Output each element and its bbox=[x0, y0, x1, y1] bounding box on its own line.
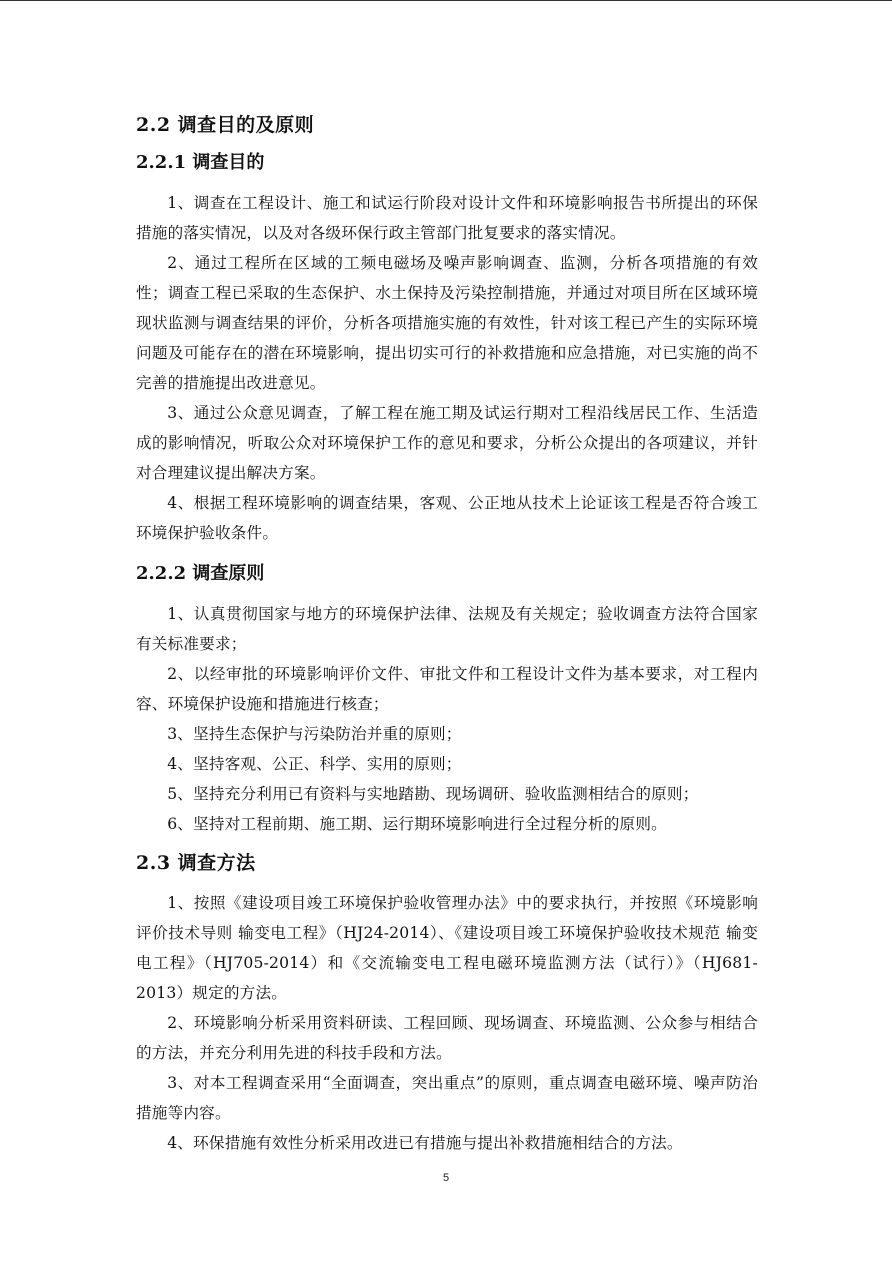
paragraph: 2、环境影响分析采用资料研读、工程回顾、现场调查、环境监测、公众参与相结合的方法，并充分利用先进的科技手段和方法。 bbox=[136, 1014, 758, 1062]
paragraph: 1、调查在工程设计、施工和试运行阶段对设计文件和环境影响报告书所提出的环保措施的落实情况，以及对各级环保行政主管部门批复要求的落实情况。 bbox=[136, 194, 758, 242]
section-2-2-2-body bbox=[136, 599, 758, 839]
section-2-2-1-body bbox=[136, 188, 758, 548]
section-2-3-body bbox=[136, 888, 758, 1158]
paragraph: 4、环保措施有效性分析采用改进已有措施与提出补救措施相结合的方法。 bbox=[167, 1134, 683, 1152]
section-heading-2-2-1: 2.2.1 调查目的 bbox=[136, 152, 265, 173]
paragraph: 1、按照《建设项目竣工环境保护验收管理办法》中的要求执行，并按照《环境影响评价技术导则 输变电工程》（HJ24-2014）、《建设项目竣工环境保护验收技术规范 输变电工程》（HJ705-2014）和《交流输变电工程电磁环境监测方法（试行）》（HJ681-2013）规定的方法。 bbox=[136, 894, 758, 1002]
paragraph: 4、根据工程环境影响的调查结果，客观、公正地从技术上论证该工程是否符合竣工环境保护验收条件。 bbox=[136, 494, 758, 542]
top-border-line bbox=[0, 0, 892, 1]
paragraph: 2、通过工程所在区域的工频电磁场及噪声影响调查、监测，分析各项措施的有效性；调查工程已采取的生态保护、水土保持及污染控制措施，并通过对项目所在区域环境现状监测与调查结果的评价，分析各项措施实施的有效性，针对该工程已产生的实际环境问题及可能存在的潜在环境影响，提出切实可行的补救措施和应急措施，对已实施的尚不完善的措施提出改进意见。 bbox=[136, 254, 758, 392]
document-body bbox=[136, 110, 758, 1158]
section-heading-2-2: 2.2 调查目的及原则 bbox=[136, 114, 315, 136]
paragraph: 4、坚持客观、公正、科学、实用的原则； bbox=[167, 755, 462, 773]
paragraph: 3、通过公众意见调查，了解工程在施工期及试运行期对工程沿线居民工作、生活造成的影响情况，听取公众对环境保护工作的意见和要求，分析公众提出的各项建议，并针对合理建议提出解决方案。 bbox=[136, 404, 758, 482]
paragraph: 5、坚持充分利用已有资料与实地踏勘、现场调研、验收监测相结合的原则； bbox=[167, 785, 699, 803]
paragraph: 3、对本工程调查采用“全面调查，突出重点”的原则，重点调查电磁环境、噪声防治措施等内容。 bbox=[136, 1074, 758, 1122]
section-heading-2-3: 2.3 调查方法 bbox=[136, 852, 256, 874]
section-heading-2-2-2: 2.2.2 调查原则 bbox=[136, 563, 265, 584]
paragraph: 2、以经审批的环境影响评价文件、审批文件和工程设计文件为基本要求，对工程内容、环境保护设施和措施进行核查； bbox=[136, 665, 758, 713]
paragraph: 1、认真贯彻国家与地方的环境保护法律、法规及有关规定；验收调查方法符合国家有关标准要求； bbox=[136, 605, 758, 653]
paragraph: 6、坚持对工程前期、施工期、运行期环境影响进行全过程分析的原则。 bbox=[167, 815, 667, 833]
paragraph: 3、坚持生态保护与污染防治并重的原则； bbox=[167, 725, 462, 743]
page-number: 5 bbox=[442, 1172, 450, 1184]
